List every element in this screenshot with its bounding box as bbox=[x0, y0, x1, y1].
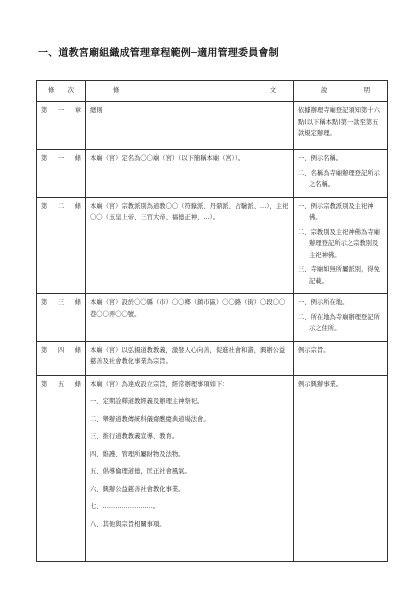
clause-line: 六、興辦公益慈善社會教化事業。 bbox=[90, 485, 185, 493]
note-line: 例示興辦事業。 bbox=[298, 380, 343, 388]
clause-line: 本廟（宮）為達成設立宗旨，經常辦理事項如下： bbox=[90, 380, 229, 388]
article-number: 第 二 條 bbox=[37, 197, 86, 294]
header-article-char-2: 次 bbox=[67, 87, 74, 95]
charter-table bbox=[36, 80, 388, 562]
header-clause bbox=[86, 81, 294, 102]
note-text bbox=[294, 197, 388, 294]
note-line: 例示宗旨。 bbox=[298, 346, 330, 354]
clause-line: 五、倡導倫理道德，匡正社會風氣。 bbox=[90, 468, 191, 475]
clause-text bbox=[86, 102, 294, 150]
note-text bbox=[294, 294, 388, 342]
note-line: 三、寺廟如無所屬派別，得免記載。 bbox=[298, 266, 380, 285]
header-clause-char-2: 文 bbox=[269, 87, 276, 95]
table-row bbox=[37, 102, 388, 150]
article-number: 第 五 條 bbox=[37, 375, 86, 561]
clause-line: 本廟（宮）以弘揚道教教義，激發人心向善，促進社會和諧，興辦公益慈善及社會教化事業為宗旨。 bbox=[90, 346, 286, 365]
clause-line: 三、推行道教教義宣導、教育。 bbox=[90, 433, 179, 440]
clause-line: 本廟（宮）設於〇〇縣（市）〇〇鄉（鎮市區）〇〇路（街）〇段〇〇巷〇〇弄〇〇號。 bbox=[90, 299, 286, 318]
clause-text bbox=[86, 375, 294, 561]
note-line: 二、所在地為寺廟辦理登記所示之住所。 bbox=[298, 313, 380, 332]
clause-line: 七、……………………。 bbox=[90, 503, 160, 510]
note-line: 二、名稱為寺廟辦理登記所示之名稱。 bbox=[298, 169, 380, 188]
clause-text bbox=[86, 150, 294, 198]
clause-line: 本廟（宮）定名為〇〇廟（宮）（以下簡稱本廟（宮））。 bbox=[90, 155, 245, 162]
table-row bbox=[37, 375, 388, 561]
article-number: 第 四 條 bbox=[37, 341, 86, 375]
clause-text bbox=[86, 197, 294, 294]
table-row bbox=[37, 197, 388, 294]
note-line: 一、例示所在地。 bbox=[298, 299, 349, 306]
header-note bbox=[294, 81, 388, 102]
header-article bbox=[37, 81, 86, 102]
clause-text bbox=[86, 341, 294, 375]
clause-line: 一、定期詮釋道教經義及辦理主神祭祀。 bbox=[90, 398, 204, 405]
article-number: 第 一 章 bbox=[37, 102, 86, 150]
clause-line: 本廟（宮）宗教派別為道教〇〇（符籙派、丹鼎派、占驗派、…），主祀〇〇（玉皇上帝、三官大帝、福德正神、…）。 bbox=[90, 202, 289, 221]
note-line: 一、例示名稱。 bbox=[298, 155, 343, 162]
note-text bbox=[294, 150, 388, 198]
table-header-row bbox=[37, 81, 388, 102]
clause-text bbox=[86, 294, 294, 342]
article-number: 第 三 條 bbox=[37, 294, 86, 342]
table-row bbox=[37, 294, 388, 342]
clause-line: 總則 bbox=[90, 107, 103, 114]
header-article-char-1: 條 bbox=[48, 87, 55, 95]
header-note-char-1: 說 bbox=[321, 87, 328, 95]
table-row bbox=[37, 150, 388, 198]
note-line: 二、宗教別及主祀神佛為寺廟辦理登記所示之宗教別及主祀神佛。 bbox=[298, 228, 380, 259]
clause-line: 二、舉辦道教傳統科儀齋醮慶典道場法會。 bbox=[90, 415, 210, 423]
note-text bbox=[294, 341, 388, 375]
page-title: 一、道教宮廟組織成管理章程範例─適用管理委員會制 bbox=[38, 48, 279, 59]
header-note-char-2: 明 bbox=[363, 87, 370, 95]
clause-line: 八、其他與宗旨相關事項。 bbox=[90, 520, 166, 528]
note-text bbox=[294, 102, 388, 150]
clause-line: 四、維護、管理所屬財物及法物。 bbox=[90, 450, 185, 458]
note-line: 一、例示宗教派別及主祀神佛。 bbox=[298, 202, 374, 221]
note-line: 依據辦理寺廟登記須知第十六點(以下稱本點)第一款至第五款規定辦理。 bbox=[298, 107, 380, 137]
note-text bbox=[294, 375, 388, 561]
article-number: 第 一 條 bbox=[37, 150, 86, 198]
table-row bbox=[37, 341, 388, 375]
header-clause-char-1: 條 bbox=[113, 87, 120, 95]
